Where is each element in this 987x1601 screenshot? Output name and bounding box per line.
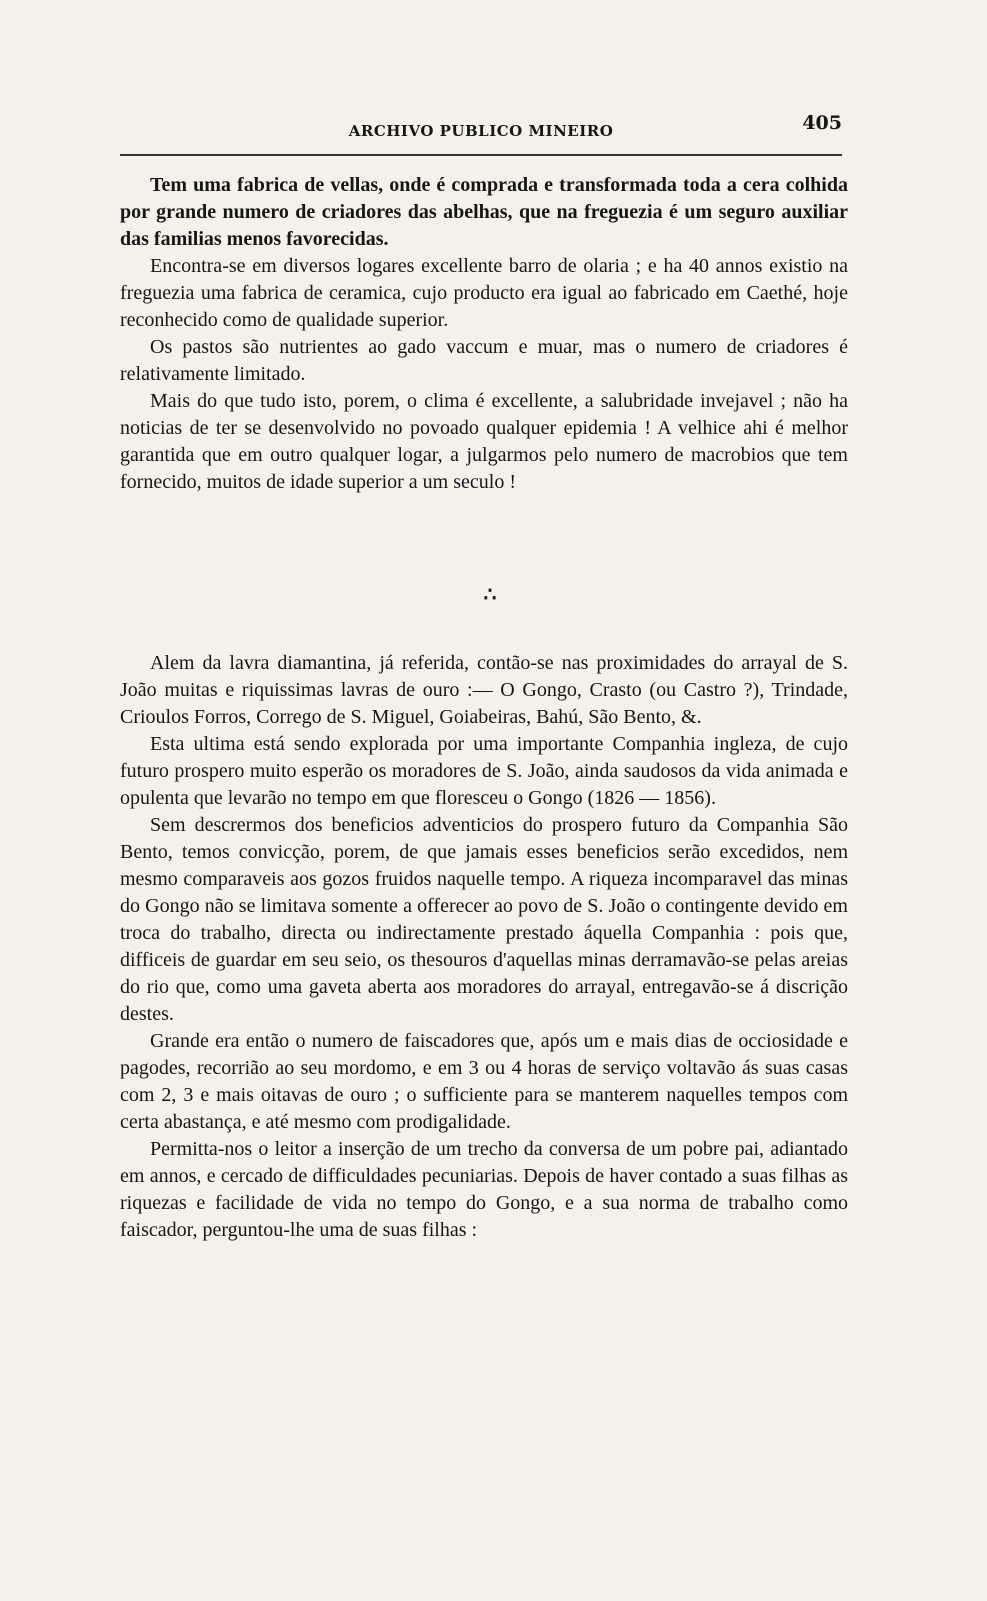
section-2 (120, 650, 848, 1244)
running-title: ARCHIVO PUBLICO MINEIRO (348, 122, 614, 140)
paragraph: Alem da lavra diamantina, já referida, contão-se nas proximidades do arrayal de S. João muitas e riquissimas lavras de ouro :— O Gongo, Crasto (ou Castro ?), Trindade, Crioulos Forros, Corrego de S. Miguel, Goiabeiras, Bahú, São Bento, &. (120, 652, 848, 728)
page-header (120, 112, 842, 148)
paragraph: Os pastos são nutrientes ao gado vaccum e muar, mas o numero de criadores é relativamente limitado. (120, 336, 848, 385)
page-number: 405 (802, 112, 842, 134)
paragraph: Permitta-nos o leitor a inserção de um trecho da conversa de um pobre pai, adiantado em annos, e cercado de difficuldades pecuniarias. Depois de haver contado a suas filhas as riquezas e facilidade de vida no tempo do Gongo, e a sua norma de trabalho como faiscador, perguntou-lhe uma de suas filhas : (120, 1138, 848, 1241)
paragraph: Esta ultima está sendo explorada por uma importante Companhia ingleza, de cujo futuro prospero muito esperão os moradores de S. João, ainda saudosos da vida animada e opulenta que levarão no tempo em que floresceu o Gongo (1826 — 1856). (120, 733, 848, 809)
paragraph: Encontra-se em diversos logares excellente barro de olaria ; e ha 40 annos existio na freguezia uma fabrica de ceramica, cujo producto era igual ao fabricado em Caethé, hoje reconhecido como de qualidade superior. (120, 255, 848, 331)
paragraph: Sem descrermos dos beneficios adventicios do prospero futuro da Companhia São Bento, temos convicção, porem, de que jamais esses beneficios serão excedidos, nem mesmo comparaveis aos gozos fruidos naquelle tempo. A riqueza incomparavel das minas do Gongo não se limitava somente a offerecer ao povo de S. João o contingente devido em troca do trabalho, directa ou indirectamente prestado áquella Companhia : pois que, difficeis de guardar em seu seio, os thesouros d'aquellas minas derramavão-se pelas areias do rio que, como uma gaveta aberta aos moradores do arrayal, entregavão-se á discrição destes. (120, 814, 848, 1025)
paragraph: Tem uma fabrica de vellas, onde é comprada e transformada toda a cera colhida por grande numero de criadores das abelhas, que na freguezia é um seguro auxiliar das familias menos favorecidas. (120, 174, 848, 250)
section-1 (120, 172, 848, 496)
paragraph: Grande era então o numero de faiscadores que, após um e mais dias de occiosidade e pagodes, recorrião ao seu mordomo, e em 3 ou 4 horas de serviço voltavão ás suas casas com 2, 3 e mais oitavas de ouro ; o sufficiente para se manterem naquelles tempos com certa abastança, e até mesmo com prodigalidade. (120, 1030, 848, 1133)
header-rule (120, 154, 842, 156)
paragraph: Mais do que tudo isto, porem, o clima é excellente, a salubridade invejavel ; não ha noticias de ter se desenvolvido no povoado qualquer epidemia ! A velhice ahi é melhor garantida que em outro qualquer logar, a julgarmos pelo numero de macrobios que tem fornecido, muitos de idade superior a um seculo ! (120, 390, 848, 493)
section-separator: ∴ (483, 582, 497, 606)
